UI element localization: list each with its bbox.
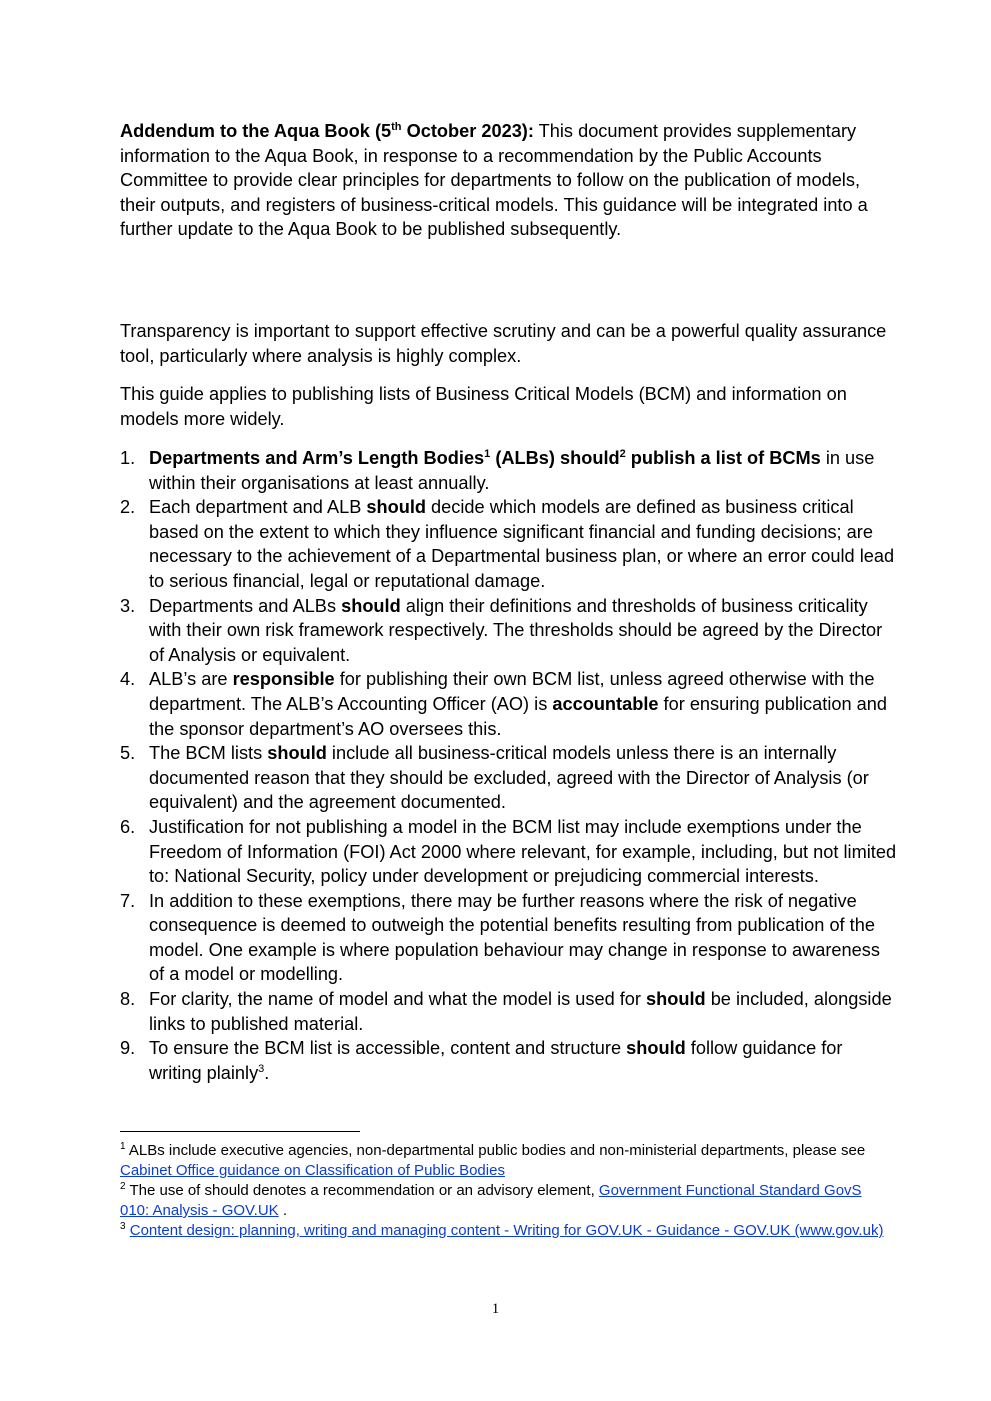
item-text: For clarity, the name of model and what the model is used for <box>149 989 647 1010</box>
footnote-2 <box>120 1181 890 1221</box>
list-number: 4. <box>120 669 136 690</box>
item-text: include all business-critical models unless there is an internally documented reason that they should be excluded, agreed with the Director of Analysis (or equivalent) and the agreement documented. <box>149 743 869 813</box>
item-text: decide which models are defined as business critical based on the extent to which they influence significant financial and funding decisions; are necessary to the achievement of a Departmental business plan, or where an error could lead to serious financial, legal or reputational damage. <box>149 497 895 591</box>
transparency-paragraph: Transparency is important to support effective scrutiny and can be a powerful quality assurance tool, particularly where analysis is highly complex. <box>120 321 887 366</box>
item-text: for ensuring publication and the sponsor department’s AO oversees this. <box>149 693 887 739</box>
list-item <box>120 446 900 495</box>
list-item <box>120 815 900 889</box>
list-number: 2. <box>120 497 136 518</box>
item-bold-text: (ALBs) should <box>490 448 620 468</box>
item-text: Justification for not publishing a model in the BCM list may include exemptions under the Freedom of Information (FOI) Act 2000 where relevant, for example, including, but not limited to: National Security, policy under development or prejudicing commercial interests. <box>149 816 897 887</box>
page-number: 1 <box>491 1301 500 1317</box>
item-bold-text: responsible <box>232 669 335 690</box>
addendum-heading <box>120 121 534 141</box>
footnote-text: The use of should denotes a recommendation or an advisory element, <box>125 1182 599 1199</box>
list-number: 5. <box>120 743 136 764</box>
item-text: ALB’s are <box>149 669 233 690</box>
addendum-text: This document provides supplementary information to the Aqua Book, in response to a recommendation by the Public Accounts Committee to provide clear principles for departments to follow on the publication of models, their outputs, and registers of business-critical models. This guidance will be integrated into a further update to the Aqua Book to be published subsequently. <box>120 121 868 240</box>
cabinet-office-guidance-link[interactable]: Cabinet Office guidance on Classification of Public Bodies <box>120 1162 505 1179</box>
footnote-text: ALBs include executive agencies, non-departmental public bodies and non-ministerial departments, please see <box>125 1142 866 1159</box>
footnote-mark: 1 <box>120 1141 126 1152</box>
item-text: in use within their organisations at least annually. <box>149 448 875 493</box>
item-bold-text: accountable <box>552 693 659 714</box>
footnote-ref-3[interactable]: 3 <box>258 1062 265 1075</box>
item-bold-text: publish a list of BCMs <box>625 448 821 468</box>
list-number: 8. <box>120 989 136 1010</box>
footnotes <box>120 1141 890 1241</box>
govs-010-analysis-link[interactable]: Government Functional Standard GovS 010: Analysis - GOV.UK <box>120 1182 862 1219</box>
item-text: be included, alongside links to published material. <box>149 989 892 1034</box>
item-bold-text: should <box>626 1038 686 1059</box>
list-item <box>120 889 900 987</box>
addendum-intro <box>120 119 900 242</box>
item-text: follow guidance for writing plainly <box>149 1038 843 1083</box>
item-text: align their definitions and thresholds of business criticality with their own risk framework respectively. The thresholds should be agreed by the Director of Analysis or equivalent. <box>149 595 883 665</box>
list-number: 9. <box>120 1038 136 1059</box>
content-design-guidance-link[interactable]: Content design: planning, writing and managing content - Writing for GOV.UK - Guidance - GOV.UK (www.gov.uk) <box>129 1222 884 1239</box>
footnote-mark: 2 <box>120 1181 126 1192</box>
item-text: To ensure the BCM list is accessible, content and structure <box>149 1038 627 1059</box>
addendum-heading-start: Addendum to the Aqua Book (5 <box>120 121 392 141</box>
item-bold-text: should <box>341 595 401 616</box>
addendum-heading-end: October 2023): <box>401 121 534 141</box>
item-text: In addition to these exemptions, there may be further reasons where the risk of negative consequence is deemed to outweigh the potential benefits resulting from publication of the model. One example is where population behaviour may change in response to awareness of a model or modelling. <box>149 890 880 985</box>
list-item <box>120 495 900 593</box>
list-number: 6. <box>120 816 136 837</box>
footnote-ref-2[interactable]: 2 <box>619 447 626 460</box>
item-text: The BCM lists <box>149 743 268 764</box>
ordinal-sup: th <box>391 120 402 133</box>
item-text: Departments and ALBs <box>149 595 342 616</box>
list-number: 1. <box>120 448 136 468</box>
list-item <box>120 594 900 668</box>
item-bold-text: Departments and Arm’s Length Bodies <box>149 448 485 468</box>
footnote-3 <box>120 1221 890 1241</box>
list-item <box>120 1036 900 1085</box>
list-number: 3. <box>120 595 136 616</box>
item-bold-text: should <box>646 989 706 1010</box>
guidance-list <box>120 446 900 1085</box>
footnote-1 <box>120 1141 890 1181</box>
item-text: for publishing their own BCM list, unless agreed otherwise with the department. The ALB’s Accounting Officer (AO) is <box>149 669 875 714</box>
list-item <box>120 741 900 815</box>
list-number: 7. <box>120 890 136 911</box>
list-item <box>120 987 900 1036</box>
item-bold-text: should <box>267 743 327 764</box>
list-item <box>120 667 900 741</box>
item-bold-text: should <box>366 497 426 518</box>
item-text: Each department and ALB <box>149 497 367 518</box>
footnote-ref-1[interactable]: 1 <box>484 447 491 460</box>
footnote-separator <box>120 1131 360 1132</box>
scope-paragraph: This guide applies to publishing lists of Business Critical Models (BCM) and information on models more widely. <box>120 384 847 429</box>
item-text: . <box>264 1062 270 1083</box>
footnote-mark: 3 <box>120 1221 126 1232</box>
footnote-text: . <box>278 1202 288 1219</box>
